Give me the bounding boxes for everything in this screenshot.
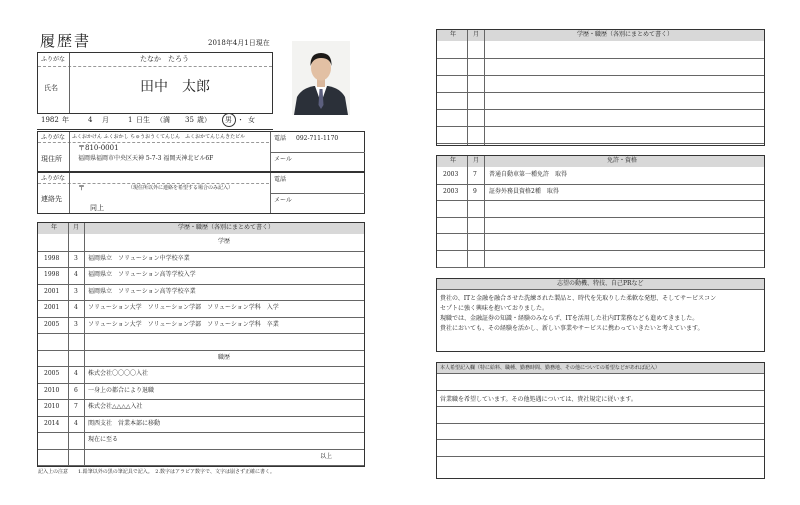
history-text: ソリューション大学 ソリューション学部 ソリューション学科 入学 (88, 304, 279, 311)
request-row-line (437, 423, 764, 424)
history-year: 2005 (44, 320, 60, 328)
address-furigana-value: ふくおかけん ふくおかし ちゅうおうくてんじん ふくおかてんじんきたビル (72, 134, 246, 140)
history-month: 7 (74, 403, 78, 410)
history-row-line (38, 449, 364, 450)
history-month: 3 (74, 287, 78, 295)
history-row-line (38, 465, 364, 466)
history-year: 2010 (44, 403, 60, 410)
license-row-line (437, 267, 764, 268)
furigana-label: ふりがな (41, 56, 66, 63)
request-text: 営業職を希望しています。その他処遇については、貴社規定に従います。 (440, 396, 637, 403)
continued-row-line (437, 75, 764, 76)
history-year: 2005 (44, 370, 60, 377)
history-text: 一身上の都合により退職 (88, 386, 155, 394)
license-row-line (437, 250, 764, 251)
license-year: 2003 (443, 187, 459, 195)
history-text: 株式会社△△△△入社 (88, 403, 143, 410)
history-text: 関西支社 営業本部に移動 (88, 419, 161, 427)
address-tel-mail-divider (271, 152, 365, 153)
history-month: 3 (74, 254, 78, 262)
footer-note: 記入上の注意 1.鉛筆以外の黒の筆記具で記入。 2.数字はアラビア数字で、文字は崩さず正確に書く。 (38, 469, 275, 475)
continued-year-col-line (467, 30, 468, 145)
history-month: 4 (74, 370, 78, 377)
history-row-line (38, 399, 364, 400)
license-text: 証券外務員資格2種 取得 (489, 187, 559, 195)
contact-same: 同上 (90, 204, 104, 212)
history-row-line (38, 267, 364, 268)
history-text: 福岡県立 ソリューション中学校卒業 (88, 254, 190, 262)
history-row-line (38, 432, 364, 433)
history-year: 1998 (44, 271, 60, 278)
history-section-label: 職歴 (218, 353, 231, 361)
name-label-divider (69, 53, 70, 113)
furigana-value: たなか たろう (140, 55, 189, 63)
license-row-line (437, 184, 764, 185)
contact-note: （現住所以外に連絡を希望する場合のみ記入） (128, 185, 234, 191)
age-close: 歳） (197, 116, 211, 124)
motivation-box (436, 278, 765, 352)
license-header-content: 免許・資格 (607, 157, 638, 164)
contact-furigana-divider (38, 183, 269, 184)
license-month: 7 (473, 171, 477, 178)
birth-month: 4 (88, 116, 93, 124)
history-header-content: 学歴・職歴（各別にまとめて書く） (178, 224, 275, 231)
license-text: 普通自動車第一種免許 取得 (489, 171, 568, 178)
request-header: 本人希望記入欄（特に給料、職種、勤務時間、勤務地、その他についての希望などがあれば記入） (440, 365, 660, 371)
continued-header-month: 月 (473, 31, 480, 38)
contact-tel-label: 電話 (274, 176, 287, 183)
history-header-month: 月 (73, 224, 80, 231)
history-text: 福岡県立 ソリューション高等学校卒業 (88, 287, 196, 295)
age-open: （満 (156, 116, 170, 124)
contact-postal: 〒 (78, 184, 85, 192)
history-table (37, 222, 365, 467)
mail-label: メール (274, 156, 292, 163)
motivation-header: 志望の動機、特技、自己PRなど (557, 280, 644, 287)
history-row-line (38, 350, 364, 351)
continued-row-line (437, 92, 764, 93)
continued-row-line (437, 126, 764, 127)
birth-year-unit: 年 (62, 116, 69, 124)
birth-year: 1982 (41, 116, 59, 124)
furigana-divider (38, 66, 272, 67)
request-row-line (437, 390, 764, 391)
request-row-line (437, 406, 764, 407)
continued-header-year: 年 (450, 31, 457, 38)
history-month: 4 (74, 271, 78, 278)
history-text: 現在に至る (88, 436, 119, 443)
address-label-divider (69, 132, 70, 171)
address-label: 現住所 (41, 155, 62, 163)
history-year: 2010 (44, 386, 60, 394)
license-table (436, 155, 765, 268)
request-row-line (437, 456, 764, 457)
contact-label: 連絡先 (41, 195, 62, 203)
portrait-photo (292, 41, 350, 115)
history-month: 4 (74, 419, 78, 427)
license-header-month: 月 (473, 157, 480, 164)
history-row-line (38, 251, 364, 252)
request-row-line (437, 373, 764, 374)
birth-day: 1 (128, 116, 133, 124)
history-end-label: 以上 (320, 452, 333, 460)
motivation-line: 貴社においても、その経験を活かし、新しい事業やサービスに携わっていきたいと考えています。 (440, 325, 704, 332)
history-text: ソリューション大学 ソリューション学部 ソリューション学科 卒業 (88, 320, 279, 328)
continued-header-content: 学歴・職歴（各別にまとめて書く） (577, 31, 674, 38)
history-header-year: 年 (51, 224, 58, 231)
license-header-bar (437, 156, 764, 167)
motivation-line: 現職では、金融証券の知識・経験のみならず、ITを活用した社内IT業務なども進めてきました。 (440, 315, 699, 322)
continued-row-line (437, 143, 764, 144)
tel-label: 電話 (274, 135, 287, 142)
license-month: 9 (473, 187, 477, 195)
license-row-line (437, 233, 764, 234)
history-continued-table (436, 29, 765, 146)
history-month: 6 (74, 386, 78, 394)
contact-mail-label: メール (274, 197, 292, 204)
continued-month-col-line (484, 30, 485, 145)
request-box (436, 362, 765, 479)
license-row-line (437, 200, 764, 201)
birth-row-underline (37, 129, 273, 130)
history-month-col-line (84, 223, 85, 466)
history-month: 4 (74, 304, 78, 311)
contact-tel-mail-divider (271, 193, 365, 194)
history-row-line (38, 333, 364, 334)
current-date: 2018年4月1日現在 (208, 39, 270, 47)
name-label: 氏名 (44, 84, 58, 92)
history-row-line (38, 366, 364, 367)
history-month: 3 (74, 320, 78, 328)
license-row-line (437, 217, 764, 218)
portrait-illustration (292, 41, 350, 115)
address-furigana-divider (38, 142, 269, 143)
resume-title: 履歴書 (40, 32, 92, 50)
motivation-header-line (437, 289, 764, 290)
address-furigana-label: ふりがな (41, 134, 66, 141)
contact-label-divider (69, 173, 70, 213)
history-row-line (38, 317, 364, 318)
history-year: 2001 (44, 287, 60, 295)
sex-separator: ・ (237, 116, 244, 124)
continued-row-line (437, 58, 764, 59)
history-section-label: 学歴 (218, 238, 231, 245)
request-row-line (437, 439, 764, 440)
sex-female: 女 (248, 116, 255, 124)
sex-male: 男 (225, 116, 232, 124)
history-row-line (38, 416, 364, 417)
address-value: 福岡県福岡市中央区天神 5-7-3 福岡天神北ビル6F (78, 155, 214, 162)
history-row-line (38, 383, 364, 384)
history-row-line (38, 284, 364, 285)
history-year-col-line (68, 223, 69, 466)
continued-row-line (437, 109, 764, 110)
history-text: 福岡県立 ソリューション高等学校入学 (88, 271, 196, 278)
motivation-line: セプトに強く興味を抱いておりました。 (440, 305, 549, 312)
history-text: 株式会社〇〇〇〇入社 (88, 370, 149, 377)
motivation-line: 貴社の、ITと金融を融合させた洗練された製品と、時代を先取りした柔軟な発想、そしてサービスコン (440, 295, 717, 302)
history-year: 1998 (44, 254, 60, 262)
history-row-line (38, 300, 364, 301)
license-header-year: 年 (450, 157, 457, 164)
history-year: 2001 (44, 304, 60, 311)
name-value: 田中 太郎 (140, 79, 210, 95)
contact-furigana-label: ふりがな (41, 175, 66, 182)
age-value: 35 (185, 116, 194, 124)
postal-code: 〒810-0001 (78, 144, 119, 152)
tel-value: 092-711-1170 (296, 135, 339, 142)
history-year: 2014 (44, 419, 60, 427)
birth-month-unit: 月 (102, 116, 109, 124)
birth-day-unit: 日生 (136, 116, 150, 124)
license-year: 2003 (443, 171, 459, 178)
